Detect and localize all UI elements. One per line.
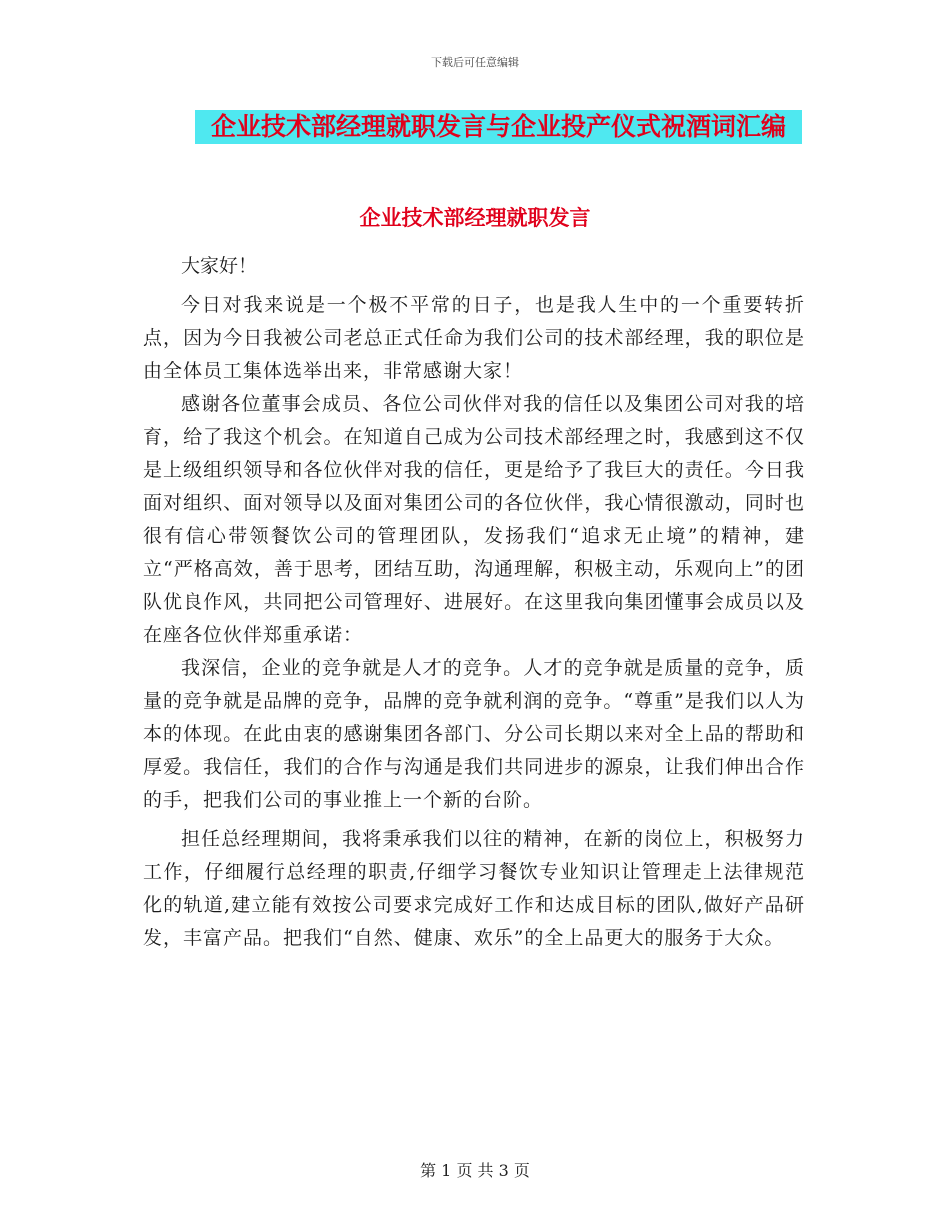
paragraph: 今日对我来说是一个极不平常的日子，也是我人生中的一个重要转折点，因为今日我被公司老总正式任命为我们公司的技术部经理，我的职位是由全体员工集体选举出来，非常感谢大家！ bbox=[143, 294, 805, 382]
document-title: 企业技术部经理就职发言与企业投产仪式祝酒词汇编 bbox=[195, 110, 802, 144]
paragraph: 感谢各位董事会成员、各位公司伙伴对我的信任以及集团公司对我的培育，给了我这个机会。在知道自己成为公司技术部经理之时，我感到这不仅是上级组织领导和各位伙伴对我的信任，更是给予了我巨大的责任。今日我面对组织、面对领导以及面对集团公司的各位伙伴，我心情很激动，同时也很有信心带领餐饮公司的管理团队，发扬我们“追求无止境”的精神，建立“严格高效，善于思考，团结互助，沟通理解，积极主动，乐观向上”的团队优良作风，共同把公司管理好、进展好。在这里我向集团懂事会成员以及在座各位伙伴郑重承诺： bbox=[143, 393, 805, 646]
section-title: 企业技术部经理就职发言 bbox=[359, 205, 591, 230]
paragraph: 担任总经理期间，我将秉承我们以往的精神，在新的岗位上，积极努力工作，仔细履行总经理的职责,仔细学习餐饮专业知识让管理走上法律规范化的轨道,建立能有效按公司要求完成好工作和达成目标的团队,做好产品研发，丰富产品。把我们“自然、健康、欢乐”的全上品更大的服务于大众。 bbox=[143, 828, 805, 949]
header-note: 下载后可任意编辑 bbox=[431, 56, 519, 69]
paragraph: 我深信，企业的竞争就是人才的竞争。人才的竞争就是质量的竞争，质量的竞争就是品牌的竞争，品牌的竞争就利润的竞争。“尊重”是我们以人为本的体现。在此由衷的感谢集团各部门、分公司长期以来对全上品的帮助和厚爱。我信任，我们的合作与沟通是我们共同进步的源泉，让我们伸出合作的手，把我们公司的事业推上一个新的台阶。 bbox=[143, 657, 805, 811]
page-number: 第 1 页 共 3 页 bbox=[420, 1161, 530, 1180]
greeting: 大家好！ bbox=[181, 255, 258, 277]
document-body bbox=[143, 250, 805, 955]
